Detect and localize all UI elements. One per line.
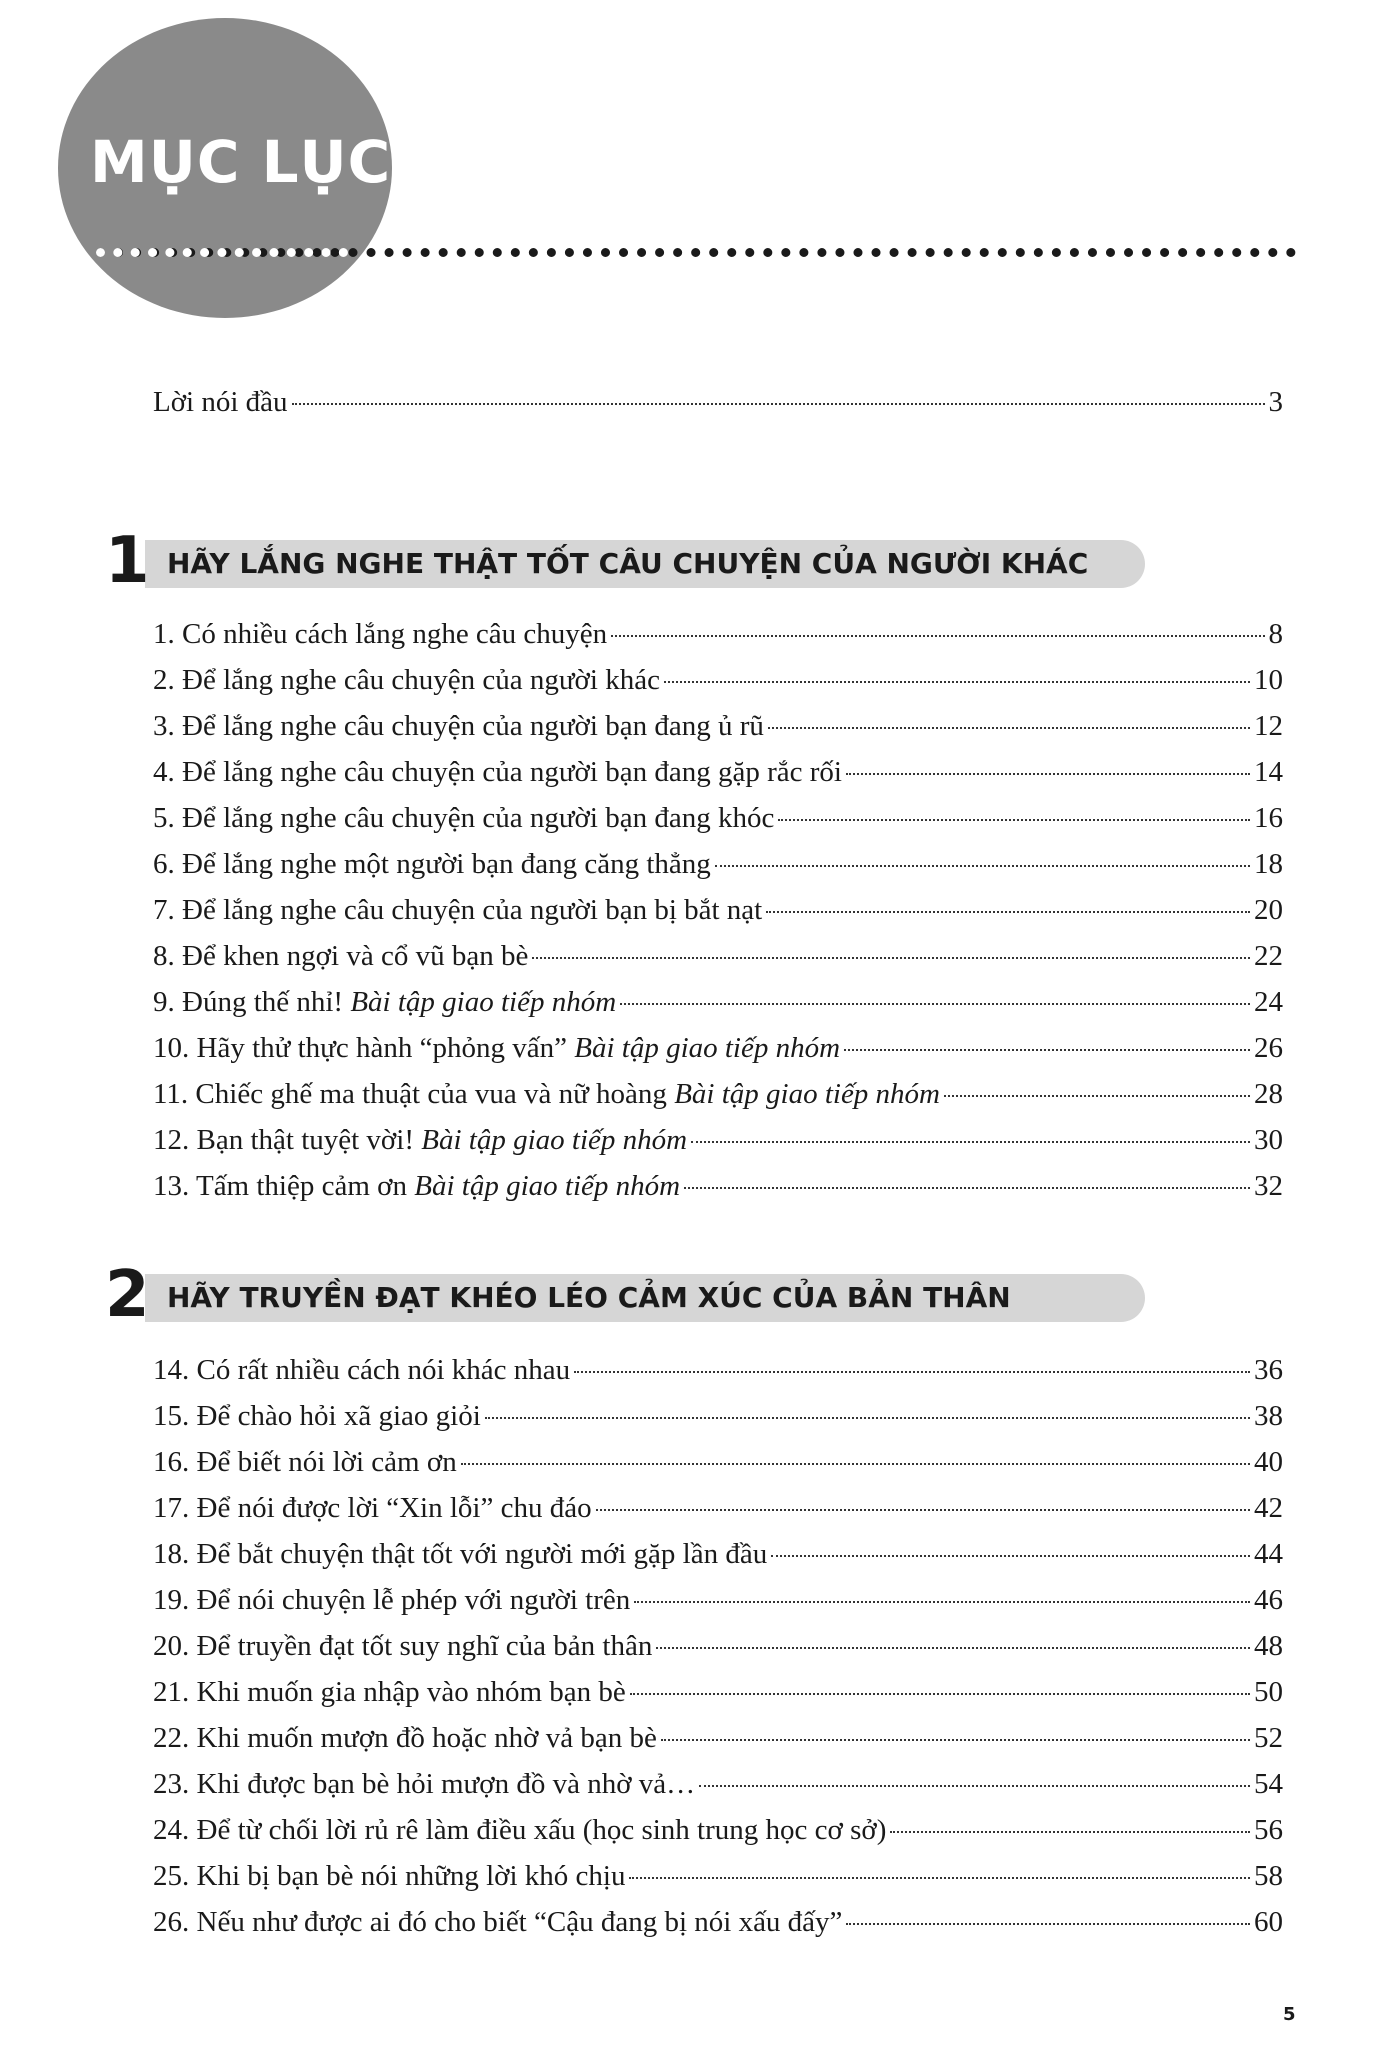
header-dotted-rule-inner bbox=[96, 248, 348, 257]
toc-leader bbox=[461, 1463, 1250, 1465]
toc-leader bbox=[485, 1417, 1250, 1419]
chapter-heading-2 bbox=[105, 1258, 1125, 1332]
toc-entry-text: 14. Có rất nhiều cách nói khác nhau bbox=[153, 1354, 571, 1386]
toc-entry-page: 28 bbox=[1254, 1078, 1283, 1110]
toc-entry-page: 10 bbox=[1254, 664, 1283, 696]
toc-entry[interactable] bbox=[153, 1442, 1283, 1482]
toc-leader bbox=[664, 681, 1250, 683]
toc-leader bbox=[699, 1785, 1250, 1787]
toc-leader bbox=[944, 1095, 1250, 1097]
toc-entry-text: 7. Để lắng nghe câu chuyện của người bạn bị bắt nạt bbox=[153, 894, 763, 926]
toc-entry-page: 60 bbox=[1254, 1906, 1283, 1938]
toc-leader bbox=[715, 865, 1250, 867]
toc-entry-text: 9. Đúng thế nhỉ! Bài tập giao tiếp nhóm bbox=[153, 986, 617, 1018]
toc-entry-text: 3. Để lắng nghe câu chuyện của người bạn đang ủ rũ bbox=[153, 710, 764, 742]
toc-entry-page: 48 bbox=[1254, 1630, 1283, 1662]
toc-entry-page: 50 bbox=[1254, 1676, 1283, 1708]
toc-entry-text: 25. Khi bị bạn bè nói những lời khó chịu bbox=[153, 1860, 626, 1892]
toc-entry[interactable] bbox=[153, 752, 1283, 792]
toc-entry-text: 4. Để lắng nghe câu chuyện của người bạn đang gặp rắc rối bbox=[153, 756, 842, 788]
page-number: 5 bbox=[1283, 2004, 1296, 2025]
chapter-title: HÃY LẮNG NGHE THẬT TỐT CÂU CHUYỆN CỦA NGƯỜI KHÁC bbox=[167, 547, 1089, 580]
toc-entry-text: 16. Để biết nói lời cảm ơn bbox=[153, 1446, 457, 1478]
toc-entry-page: 3 bbox=[1268, 386, 1283, 418]
toc-entry-text: 10. Hãy thử thực hành “phỏng vấn” Bài tập giao tiếp nhóm bbox=[153, 1032, 841, 1064]
toc-entry-text: 11. Chiếc ghế ma thuật của vua và nữ hoàng Bài tập giao tiếp nhóm bbox=[153, 1078, 941, 1110]
toc-entry-text: 20. Để truyền đạt tốt suy nghĩ của bản thân bbox=[153, 1630, 653, 1662]
toc-entry-text: 2. Để lắng nghe câu chuyện của người khác bbox=[153, 664, 660, 696]
toc-entry[interactable] bbox=[153, 1902, 1283, 1942]
toc-entry-page: 36 bbox=[1254, 1354, 1283, 1386]
toc-leader bbox=[620, 1003, 1250, 1005]
toc-entry-page: 40 bbox=[1254, 1446, 1283, 1478]
toc-entry[interactable] bbox=[153, 1350, 1283, 1390]
toc-entry-preface[interactable] bbox=[153, 382, 1283, 422]
toc-entry-text: 15. Để chào hỏi xã giao giỏi bbox=[153, 1400, 481, 1432]
toc-leader bbox=[634, 1601, 1250, 1603]
toc-leader bbox=[771, 1555, 1250, 1557]
toc-entry[interactable] bbox=[153, 844, 1283, 884]
toc-entry-page: 32 bbox=[1254, 1170, 1283, 1202]
toc-leader bbox=[574, 1371, 1250, 1373]
toc-entry[interactable] bbox=[153, 936, 1283, 976]
toc-entry[interactable] bbox=[153, 706, 1283, 746]
toc-leader bbox=[611, 635, 1264, 637]
toc-entry-page: 46 bbox=[1254, 1584, 1283, 1616]
toc-entry-page: 24 bbox=[1254, 986, 1283, 1018]
toc-entry-page: 58 bbox=[1254, 1860, 1283, 1892]
toc-entry[interactable] bbox=[153, 1120, 1283, 1160]
toc-leader bbox=[532, 957, 1250, 959]
toc-entry[interactable] bbox=[153, 1672, 1283, 1712]
toc-entry-page: 30 bbox=[1254, 1124, 1283, 1156]
toc-entry[interactable] bbox=[153, 798, 1283, 838]
toc-entry-text: 18. Để bắt chuyện thật tốt với người mới gặp lần đầu bbox=[153, 1538, 768, 1570]
toc-entry-page: 42 bbox=[1254, 1492, 1283, 1524]
toc-entry-text: 1. Có nhiều cách lắng nghe câu chuyện bbox=[153, 618, 608, 650]
toc-entry[interactable] bbox=[153, 1028, 1283, 1068]
toc-leader bbox=[691, 1141, 1250, 1143]
toc-entry[interactable] bbox=[153, 1488, 1283, 1528]
toc-entry-page: 54 bbox=[1254, 1768, 1283, 1800]
toc-entry-text: 5. Để lắng nghe câu chuyện của người bạn đang khóc bbox=[153, 802, 775, 834]
toc-entry[interactable] bbox=[153, 1166, 1283, 1206]
toc-entry-text: 8. Để khen ngợi và cổ vũ bạn bè bbox=[153, 940, 529, 972]
toc-entry-text: 6. Để lắng nghe một người bạn đang căng thẳng bbox=[153, 848, 711, 880]
toc-entry-text: 23. Khi được bạn bè hỏi mượn đồ và nhờ vả… bbox=[153, 1768, 696, 1800]
toc-entry-page: 22 bbox=[1254, 940, 1283, 972]
toc-leader bbox=[766, 911, 1250, 913]
toc-leader bbox=[890, 1831, 1250, 1833]
toc-entry[interactable] bbox=[153, 1810, 1283, 1850]
toc-leader bbox=[630, 1693, 1250, 1695]
toc-leader bbox=[844, 1049, 1250, 1051]
toc-leader bbox=[596, 1509, 1250, 1511]
toc-entry[interactable] bbox=[153, 1396, 1283, 1436]
toc-entry-page: 56 bbox=[1254, 1814, 1283, 1846]
chapter-number: 2 bbox=[105, 1258, 150, 1332]
toc-entry[interactable] bbox=[153, 660, 1283, 700]
toc-leader bbox=[684, 1187, 1250, 1189]
toc-entry-text: 17. Để nói được lời “Xin lỗi” chu đáo bbox=[153, 1492, 592, 1524]
toc-leader bbox=[846, 773, 1250, 775]
toc-entry[interactable] bbox=[153, 1074, 1283, 1114]
toc-entry[interactable] bbox=[153, 1856, 1283, 1896]
toc-leader bbox=[629, 1877, 1250, 1879]
toc-entry-page: 16 bbox=[1254, 802, 1283, 834]
toc-entry[interactable] bbox=[153, 614, 1283, 654]
toc-entry-page: 44 bbox=[1254, 1538, 1283, 1570]
toc-leader bbox=[778, 819, 1250, 821]
toc-entry-text: Lời nói đầu bbox=[153, 386, 288, 418]
toc-entry-text: 24. Để từ chối lời rủ rê làm điều xấu (học sinh trung học cơ sở) bbox=[153, 1814, 887, 1846]
toc-entry[interactable] bbox=[153, 982, 1283, 1022]
toc-entry-text: 12. Bạn thật tuyệt vời! Bài tập giao tiếp nhóm bbox=[153, 1124, 688, 1156]
toc-entry-text: 22. Khi muốn mượn đồ hoặc nhờ vả bạn bè bbox=[153, 1722, 657, 1754]
chapter-number: 1 bbox=[105, 524, 150, 598]
toc-entry[interactable] bbox=[153, 1718, 1283, 1758]
toc-entry-page: 12 bbox=[1254, 710, 1283, 742]
toc-entry-page: 52 bbox=[1254, 1722, 1283, 1754]
chapter-title: HÃY TRUYỀN ĐẠT KHÉO LÉO CẢM XÚC CỦA BẢN THÂN bbox=[167, 1281, 1011, 1314]
toc-entry[interactable] bbox=[153, 1764, 1283, 1804]
toc-entry-page: 14 bbox=[1254, 756, 1283, 788]
toc-entry[interactable] bbox=[153, 1534, 1283, 1574]
toc-entry[interactable] bbox=[153, 890, 1283, 930]
toc-entry-page: 8 bbox=[1268, 618, 1283, 650]
toc-entry-page: 26 bbox=[1254, 1032, 1283, 1064]
toc-entry-text: 21. Khi muốn gia nhập vào nhóm bạn bè bbox=[153, 1676, 626, 1708]
toc-leader bbox=[661, 1739, 1250, 1741]
toc-leader bbox=[768, 727, 1250, 729]
toc-entry[interactable] bbox=[153, 1580, 1283, 1620]
toc-entry-text: 13. Tấm thiệp cảm ơn Bài tập giao tiếp nhóm bbox=[153, 1170, 681, 1202]
toc-entry-page: 20 bbox=[1254, 894, 1283, 926]
toc-entry-text: 19. Để nói chuyện lễ phép với người trên bbox=[153, 1584, 631, 1616]
toc-leader bbox=[292, 403, 1265, 405]
toc-entry[interactable] bbox=[153, 1626, 1283, 1666]
toc-entry-text: 26. Nếu như được ai đó cho biết “Cậu đang bị nói xấu đấy” bbox=[153, 1906, 843, 1938]
toc-entry-page: 38 bbox=[1254, 1400, 1283, 1432]
page-title: MỤC LỤC bbox=[90, 128, 392, 196]
chapter-heading-1 bbox=[105, 524, 1125, 598]
toc-entry-page: 18 bbox=[1254, 848, 1283, 880]
toc-leader bbox=[656, 1647, 1250, 1649]
toc-leader bbox=[846, 1923, 1250, 1925]
